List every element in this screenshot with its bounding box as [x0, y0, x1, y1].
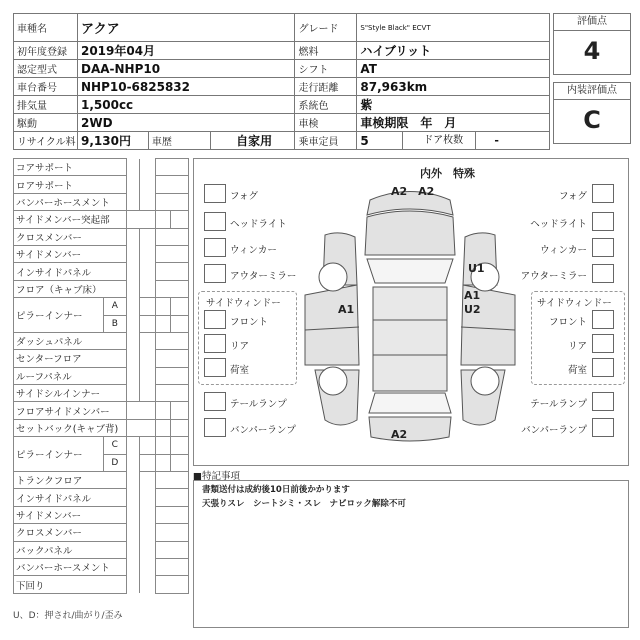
- frame-check[interactable]: [155, 541, 188, 558]
- frame-row-label: 下回り: [14, 576, 127, 593]
- interior-score-label: 内装評価点: [554, 83, 630, 100]
- frame-row-label: コアサポート: [14, 159, 127, 176]
- frame-check[interactable]: [126, 211, 155, 228]
- right-window-rear-checkbox[interactable]: [592, 334, 614, 353]
- frame-check[interactable]: [155, 228, 188, 245]
- right-mirror-checkbox[interactable]: [592, 264, 614, 283]
- notes-line-1: 書類送付は成約後10日前後かかります: [202, 485, 350, 495]
- right-headlight-label: ヘッドライト: [530, 219, 587, 230]
- left-window-heading: サイドウィンドー: [206, 298, 281, 309]
- frame-row-label: ピラーインナー: [14, 298, 104, 333]
- frame-check[interactable]: [155, 245, 188, 262]
- frame-row: [14, 419, 189, 436]
- name-label: 車種名: [14, 14, 78, 42]
- frame-row-label: フロアサイドメンバー: [14, 402, 127, 419]
- disp-value: 1,500cc: [77, 96, 295, 114]
- notes-box: [193, 480, 629, 628]
- left-window-cargo-checkbox[interactable]: [204, 358, 226, 377]
- frame-check[interactable]: [155, 159, 188, 176]
- frame-row-label: トランクフロア: [14, 472, 127, 489]
- frame-check[interactable]: [155, 263, 188, 280]
- frame-check[interactable]: [126, 402, 155, 419]
- frame-check[interactable]: [140, 454, 156, 471]
- recycle-value: 9,130円: [77, 132, 148, 150]
- right-fog-label: フォグ: [558, 191, 587, 202]
- rear-hatch-panel: [369, 417, 451, 441]
- rear-glass-panel: [369, 393, 451, 413]
- model-label: 認定型式: [14, 60, 78, 78]
- frame-row: [14, 245, 189, 262]
- frame-sub-label: A: [103, 298, 126, 315]
- mark-left-a1: A1: [338, 303, 355, 316]
- score-value: 4: [583, 37, 601, 65]
- frame-row: [14, 524, 189, 541]
- score-box: [553, 13, 631, 75]
- score-label: 評価点: [554, 14, 630, 31]
- mark-right-u2: U2: [464, 303, 481, 316]
- drive-value: 2WD: [77, 114, 295, 132]
- frame-check[interactable]: [140, 298, 156, 315]
- notes-heading: ■特記事項: [193, 471, 240, 482]
- inspect-label: 車検: [295, 114, 357, 132]
- frame-check[interactable]: [171, 454, 189, 471]
- left-taillamp-label: テールランプ: [230, 399, 287, 410]
- frame-row-label: サイドメンバー: [14, 245, 127, 262]
- doors-label: ドア枚数: [402, 132, 463, 149]
- right-bumperlamp-label: バンパーランプ: [521, 425, 587, 436]
- frame-check[interactable]: [155, 402, 171, 419]
- shift-label: シフト: [295, 60, 357, 78]
- interior-score-box: [553, 82, 631, 144]
- model-value: DAA-NHP10: [77, 60, 295, 78]
- frame-sub-label: C: [103, 437, 126, 454]
- frame-row: [14, 193, 189, 210]
- roof-panel: [373, 287, 447, 391]
- frame-row: [14, 159, 189, 176]
- frame-check[interactable]: [155, 419, 171, 436]
- right-taillamp-label: テールランプ: [530, 399, 587, 410]
- right-window-cargo-label: 荷室: [567, 365, 587, 376]
- frame-row: [14, 576, 189, 593]
- frame-check[interactable]: [155, 506, 188, 523]
- fuel-value: ハイブリット: [357, 42, 550, 60]
- frame-check[interactable]: [155, 576, 188, 593]
- mark-rear: A2: [391, 428, 408, 441]
- frame-row: [14, 228, 189, 245]
- left-front-wheel: [319, 263, 347, 291]
- left-doors-panel: [305, 285, 359, 365]
- history-value: 自家用: [210, 132, 295, 150]
- left-fog-label: フォグ: [230, 191, 259, 202]
- frame-check[interactable]: [155, 472, 188, 489]
- frame-check[interactable]: [155, 193, 188, 210]
- frame-row: [14, 541, 189, 558]
- frame-row: [14, 367, 189, 384]
- mileage-label: 走行距離: [295, 78, 357, 96]
- mileage-value: 87,963km: [357, 78, 550, 96]
- frame-check[interactable]: [155, 558, 188, 575]
- left-fog-checkbox[interactable]: [204, 184, 226, 203]
- right-window-rear-label: リア: [567, 341, 587, 352]
- left-window-cargo-label: 荷室: [230, 365, 250, 376]
- frame-row: [14, 385, 189, 402]
- windshield-panel: [367, 259, 453, 283]
- left-window-rear-label: リア: [230, 341, 250, 352]
- frame-row-label: サイドメンバー突起部: [14, 211, 127, 228]
- frame-check[interactable]: [140, 315, 156, 332]
- left-headlight-label: ヘッドライト: [230, 219, 287, 230]
- right-winker-label: ウィンカー: [540, 245, 587, 256]
- frame-check[interactable]: [126, 419, 155, 436]
- frame-row: [14, 350, 189, 367]
- vehicle-info-table: [13, 13, 550, 150]
- frame-check[interactable]: [171, 419, 189, 436]
- frame-row-label: インサイドパネル: [14, 263, 127, 280]
- frame-check[interactable]: [155, 367, 188, 384]
- chassis-value: NHP10-6825832: [77, 78, 295, 96]
- right-rear-wheel: [471, 367, 499, 395]
- mark-right-a1: A1: [464, 289, 481, 302]
- frame-check[interactable]: [155, 298, 171, 315]
- frame-check[interactable]: [155, 385, 188, 402]
- left-taillamp-checkbox[interactable]: [204, 392, 226, 411]
- frame-row-label: バンパーホースメント: [14, 558, 127, 575]
- recycle-label: リサイクル料: [14, 132, 78, 150]
- doors-value: -: [475, 132, 499, 149]
- frame-row-label: ロアサポート: [14, 176, 127, 193]
- right-taillamp-checkbox[interactable]: [592, 392, 614, 411]
- history-label: 車歴: [148, 132, 210, 150]
- frame-row: [14, 263, 189, 280]
- frame-check[interactable]: [171, 315, 189, 332]
- right-window-cargo-checkbox[interactable]: [592, 358, 614, 377]
- frame-check[interactable]: [155, 489, 188, 506]
- frame-row-label: フロア（キャブ床）: [14, 280, 127, 297]
- right-mirror-label: アウターミラー: [520, 271, 587, 282]
- frame-row: [14, 437, 189, 454]
- left-window-rear-checkbox[interactable]: [204, 334, 226, 353]
- frame-row: [14, 280, 189, 297]
- left-window-front-label: フロント: [230, 317, 269, 328]
- left-window-front-checkbox[interactable]: [204, 310, 226, 329]
- frame-row: [14, 211, 189, 228]
- left-bumperlamp-label: バンパーランプ: [230, 425, 296, 436]
- notes-line-2: 天張りスレ シートシミ・スレ ナビロック解除不可: [202, 499, 406, 509]
- color-label: 系統色: [295, 96, 357, 114]
- frame-check[interactable]: [171, 437, 189, 454]
- frame-row-label: ピラーインナー: [14, 437, 104, 472]
- frame-row-label: バックパネル: [14, 541, 127, 558]
- left-mirror-checkbox[interactable]: [204, 264, 226, 283]
- capacity-cell: [357, 132, 550, 150]
- grade-label: グレード: [295, 14, 357, 42]
- frame-row: [14, 176, 189, 193]
- frame-check[interactable]: [171, 298, 189, 315]
- right-headlight-checkbox[interactable]: [592, 212, 614, 231]
- frame-check[interactable]: [155, 454, 171, 471]
- right-window-front-label: フロント: [548, 317, 587, 328]
- frame-check[interactable]: [155, 176, 188, 193]
- capacity-label: 乗車定員: [295, 132, 357, 150]
- frame-row: [14, 489, 189, 506]
- frame-row-label: ダッシュパネル: [14, 332, 127, 349]
- frame-row: [14, 558, 189, 575]
- frame-check[interactable]: [171, 211, 189, 228]
- right-window-front-checkbox[interactable]: [592, 310, 614, 329]
- frame-row: [14, 506, 189, 523]
- hood-panel: [365, 211, 455, 255]
- frame-row: [14, 298, 189, 315]
- frame-check[interactable]: [140, 437, 156, 454]
- frame-row-label: クロスメンバー: [14, 228, 127, 245]
- drive-label: 駆動: [14, 114, 78, 132]
- left-winker-label: ウィンカー: [230, 245, 277, 256]
- vehicle-grade: S"Style Black" ECVT: [357, 14, 550, 42]
- frame-row-label: サイドメンバー: [14, 506, 127, 523]
- fuel-label: 燃料: [295, 42, 357, 60]
- left-rear-wheel: [319, 367, 347, 395]
- left-mirror-label: アウターミラー: [230, 271, 297, 282]
- right-window-heading: サイドウィンドー: [537, 298, 612, 309]
- frame-check[interactable]: [155, 437, 171, 454]
- right-winker-checkbox[interactable]: [592, 238, 614, 257]
- frame-sub-label: B: [103, 315, 126, 332]
- shift-value: AT: [357, 60, 550, 78]
- mark-front: A2 A2: [391, 185, 435, 198]
- frame-row-label: センターフロア: [14, 350, 127, 367]
- frame-row-label: クロスメンバー: [14, 524, 127, 541]
- frame-row-label: サイドシルインナー: [14, 385, 127, 402]
- frame-row: [14, 472, 189, 489]
- legend-text: U、D：押され/曲がり/歪み: [13, 611, 123, 621]
- chassis-label: 車台番号: [14, 78, 78, 96]
- inspect-value: 車検期限 年 月: [357, 114, 550, 132]
- frame-check[interactable]: [171, 402, 189, 419]
- frame-row: [14, 332, 189, 349]
- left-headlight-checkbox[interactable]: [204, 212, 226, 231]
- frame-check[interactable]: [155, 280, 188, 297]
- frame-row: [14, 402, 189, 419]
- frame-row-label: ルーフパネル: [14, 367, 127, 384]
- left-winker-checkbox[interactable]: [204, 238, 226, 257]
- reg-label: 初年度登録: [14, 42, 78, 60]
- frame-check[interactable]: [155, 524, 188, 541]
- frame-check[interactable]: [155, 211, 171, 228]
- frame-check[interactable]: [155, 332, 188, 349]
- disp-label: 排気量: [14, 96, 78, 114]
- frame-table: [13, 158, 189, 594]
- interior-score-value: C: [583, 106, 601, 134]
- mark-right-u1: U1: [468, 262, 485, 275]
- frame-check[interactable]: [155, 350, 188, 367]
- vehicle-name: アクア: [77, 14, 295, 42]
- frame-row-label: セットバック(キャブ背): [14, 419, 127, 436]
- frame-sub-label: D: [103, 454, 126, 471]
- right-fog-checkbox[interactable]: [592, 184, 614, 203]
- frame-row-label: インサイドパネル: [14, 489, 127, 506]
- frame-row-label: バンパーホースメント: [14, 193, 127, 210]
- left-bumperlamp-checkbox[interactable]: [204, 418, 226, 437]
- car-body-diagram: [285, 175, 525, 460]
- capacity-value: 5: [360, 133, 369, 148]
- frame-check[interactable]: [155, 315, 171, 332]
- reg-value: 2019年04月: [77, 42, 295, 60]
- diagram-title: 内外 特殊: [420, 167, 475, 180]
- color-value: 紫: [357, 96, 550, 114]
- right-bumperlamp-checkbox[interactable]: [592, 418, 614, 437]
